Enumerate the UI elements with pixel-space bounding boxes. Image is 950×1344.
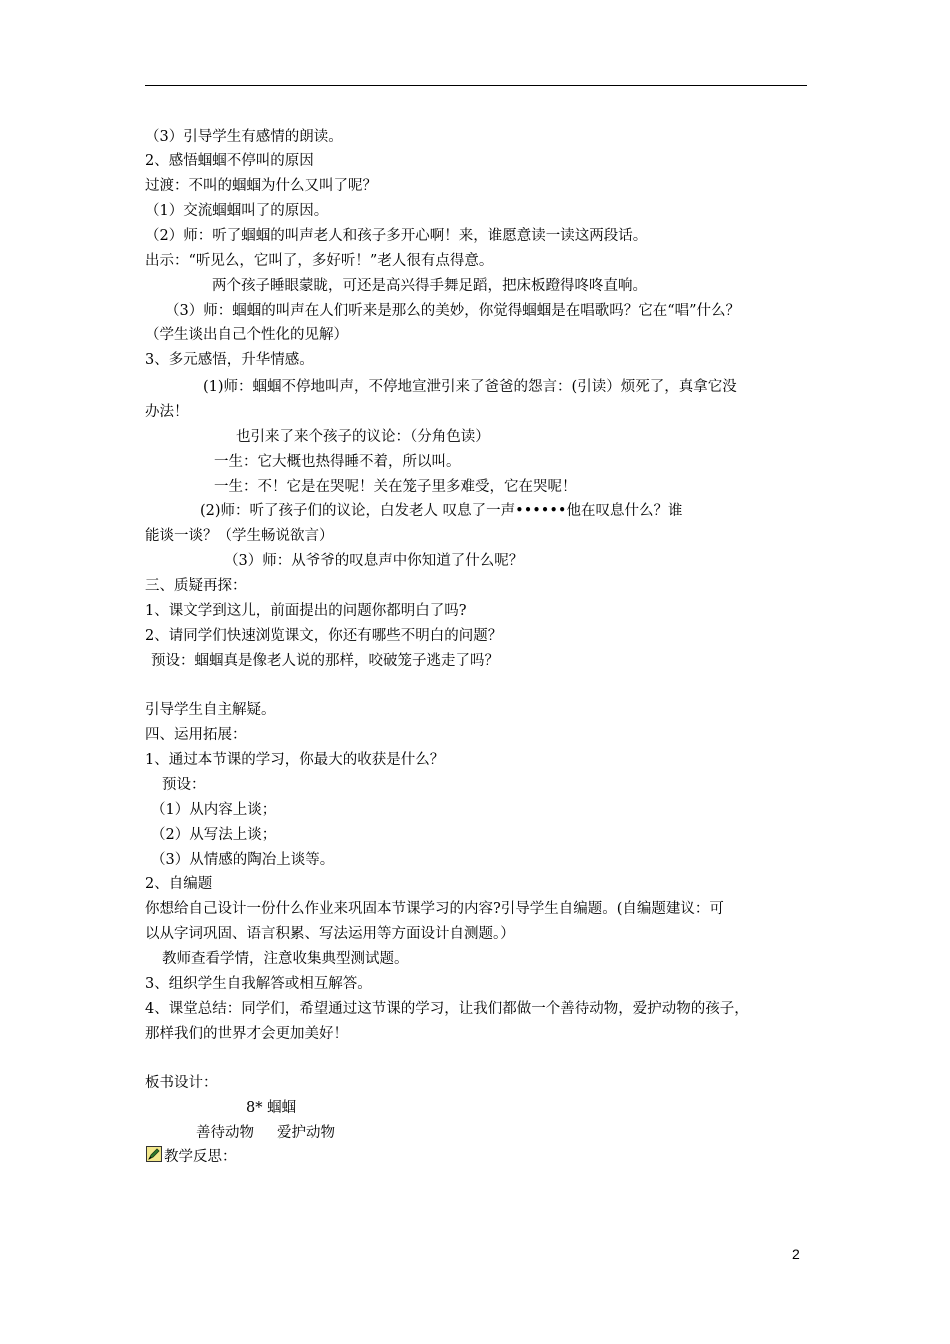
text-line: （学生谈出自己个性化的见解）: [145, 327, 348, 343]
text-line: 一生：不！它是在哭呢！关在笼子里多难受，它在哭呢！: [214, 479, 577, 495]
section-heading: 四、运用拓展：: [145, 727, 247, 743]
text-line: （1）从内容上谈；: [151, 802, 277, 818]
text-line: （2）师：听了蝈蝈的叫声老人和孩子多开心啊！来，谁愿意读一读这两段话。: [145, 228, 648, 244]
text-line: （1）交流蝈蝈叫了的原因。: [145, 203, 329, 219]
text-line: (1)师：蝈蝈不停地叫声，不停地宣泄引来了爸爸的怨言：(引读）烦死了，真拿它没: [203, 379, 737, 395]
teaching-reflection-label: 教学反思：: [164, 1149, 237, 1165]
text-line: （3）师：从爷爷的叹息声中你知道了什么呢？: [224, 553, 524, 569]
board-keywords: 善待动物 爱护动物: [196, 1125, 336, 1141]
text-line: 出示：“听见么，它叫了，多好听！”老人很有点得意。: [145, 253, 494, 269]
text-line: 能谈一谈？（学生畅说欲言）: [145, 528, 334, 544]
text-line: 两个孩子睡眼蒙眬，可还是高兴得手舞足蹈，把床板蹬得咚咚直响。: [212, 278, 647, 294]
page-number: 2: [792, 1246, 800, 1262]
pencil-note-icon: [146, 1146, 162, 1162]
text-line: （2）从写法上谈；: [151, 827, 277, 843]
board-title: 8* 蝈蝈: [246, 1100, 297, 1116]
text-line: 那样我们的世界才会更加美好！: [145, 1026, 348, 1042]
text-line: 预设：蝈蝈真是像老人说的那样，咬破笼子逃走了吗？: [151, 653, 499, 669]
text-line: 办法！: [145, 404, 189, 420]
text-line: 也引来了来个孩子的议论：（分角色读）: [236, 429, 490, 445]
text-line: 教师查看学情，注意收集典型测试题。: [162, 951, 409, 967]
text-line: 引导学生自主解疑。: [145, 702, 276, 718]
text-line: 3、组织学生自我解答或相互解答。: [145, 976, 372, 992]
text-line: （3）师：蝈蝈的叫声在人们听来是那么的美妙，你觉得蝈蝈是在唱歌吗？它在“唱”什么？: [165, 303, 741, 319]
section-heading: 三、质疑再探：: [145, 578, 247, 594]
text-line: 一生：它大概也热得睡不着，所以叫。: [214, 454, 461, 470]
text-line: 过渡：不叫的蝈蝈为什么又叫了呢？: [145, 178, 377, 194]
text-line: 1、通过本节课的学习，你最大的收获是什么？: [145, 752, 445, 768]
text-line: 以从字词巩固、语言积累、写法运用等方面设计自测题。）: [145, 926, 515, 942]
text-line: （3）从情感的陶冶上谈等。: [151, 852, 335, 868]
text-line: 4、课堂总结：同学们，希望通过这节课的学习，让我们都做一个善待动物，爱护动物的孩子，: [145, 1001, 749, 1017]
text-line: 3、多元感悟，升华情感。: [145, 352, 314, 368]
text-line: （3）引导学生有感情的朗读。: [145, 129, 343, 145]
header-rule: [145, 85, 807, 86]
text-line: 1、课文学到这儿，前面提出的问题你都明白了吗?: [145, 603, 467, 619]
board-design-label: 板书设计：: [145, 1075, 218, 1091]
text-line: 你想给自己设计一份什么作业来巩固本节课学习的内容?引导学生自编题。(自编题建议：可: [145, 901, 724, 917]
text-line: 2、请同学们快速浏览课文，你还有哪些不明白的问题？: [145, 628, 503, 644]
text-line: 预设：: [162, 777, 206, 793]
text-line: 2、自编题: [145, 876, 213, 892]
text-line: (2)师：听了孩子们的议论，白发老人 叹息了一声••••••他在叹息什么？谁: [200, 503, 683, 519]
text-line: 2、感悟蝈蝈不停叫的原因: [145, 153, 314, 169]
